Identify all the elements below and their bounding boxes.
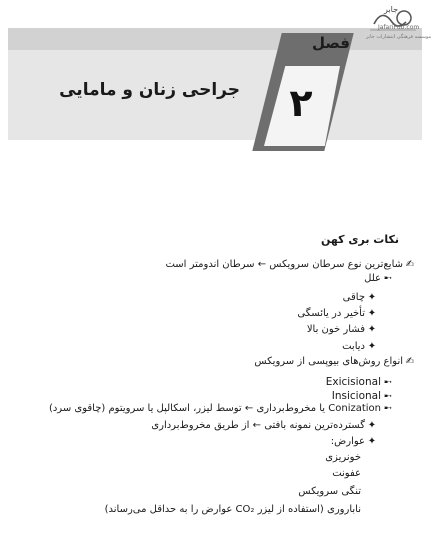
note-item-text: Exicisional <box>325 376 381 388</box>
note-item-text: علل <box>364 273 381 284</box>
bullet-icon: ✦ <box>367 420 377 431</box>
note-item-text: عوارض: <box>330 436 365 447</box>
arrow-icon: ➸ <box>383 377 393 388</box>
note-item-text: Insicional <box>331 390 381 402</box>
note-item <box>254 354 417 370</box>
note-item <box>49 401 395 417</box>
note-item <box>342 339 379 355</box>
note-item <box>343 290 379 306</box>
pencil-icon: ✍ <box>405 356 415 367</box>
bullet-icon: ✦ <box>367 308 377 319</box>
note-item <box>332 466 361 482</box>
note-item-text: شایع‌ترین نوع سرطان سرویکس ← سرطان اندومتر است <box>165 259 403 270</box>
note-item-text: گسترده‌ترین نمونه بافتی ← از طریق مخروط‌برداری <box>151 420 365 431</box>
note-item <box>105 502 361 518</box>
note-item <box>151 418 379 434</box>
publisher-logo-brand: JafariPub.com <box>378 24 420 31</box>
note-item <box>331 434 379 450</box>
note-item-text: خونریزی <box>325 452 361 463</box>
bullet-icon: ✦ <box>367 436 377 447</box>
note-item <box>325 450 361 466</box>
chapter-title: جراحی زنان و مامایی <box>59 80 240 100</box>
publisher-logo-text: جابر <box>384 5 399 14</box>
arrow-icon: ➸ <box>383 403 393 414</box>
note-item <box>307 322 379 338</box>
chapter-number: ۲ <box>289 81 313 125</box>
note-item-text: دیابت <box>342 341 365 352</box>
section-heading: نکات بری کهن <box>321 233 399 246</box>
note-item-text: ناباروری (استفاده از لیزر CO₂ عوارض را به حداقل می‌رساند) <box>104 504 361 515</box>
note-item-text: تأخیر در یائسگی <box>297 308 365 319</box>
note-item <box>298 484 361 500</box>
arrow-icon: ➸ <box>383 391 393 402</box>
publisher-logo <box>360 4 431 52</box>
publisher-logo-tagline: موسسه فرهنگی انتشارات جابر <box>366 34 431 40</box>
bullet-icon: ✦ <box>367 324 377 335</box>
arrow-icon: ➸ <box>383 273 393 284</box>
pencil-icon: ✍ <box>405 259 415 270</box>
note-item-text: چاقی <box>342 292 365 303</box>
note-item-text: فشار خون بالا <box>306 324 365 335</box>
note-item <box>364 271 395 287</box>
chapter-label: فصل <box>312 34 350 52</box>
note-item-text: انواع روش‌های بیوپسی از سرویکس <box>254 356 403 367</box>
bullet-icon: ✦ <box>367 341 377 352</box>
note-item-text: Conization یا مخروط‌برداری ← توسط لیزر، اسکالپل یا سرویتوم (چاقوی سرد) <box>48 403 381 414</box>
note-item <box>297 306 379 322</box>
note-item-text: عفونت <box>332 468 361 479</box>
note-item-text: تنگی سرویکس <box>298 486 361 497</box>
bullet-icon: ✦ <box>367 292 377 303</box>
